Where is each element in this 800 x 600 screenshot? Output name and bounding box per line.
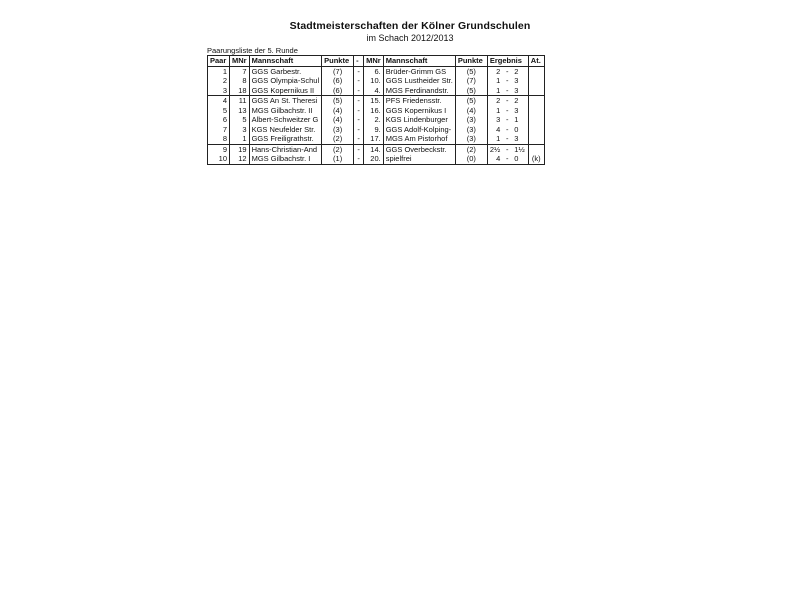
team-number: 13 — [230, 106, 250, 116]
result-dash: - — [506, 105, 509, 115]
result-home: 2 — [487, 96, 502, 106]
at-note — [528, 125, 544, 135]
team-points: (1) — [322, 154, 354, 164]
team-points: (6) — [322, 76, 354, 86]
table-caption: Paarungsliste der 5. Runde — [207, 46, 298, 55]
opponent-number: 9. — [364, 125, 384, 135]
result-away: 0 — [514, 124, 519, 134]
team-number: 3 — [230, 125, 250, 135]
opponent-points: (3) — [455, 115, 487, 125]
table-row — [208, 76, 545, 86]
team-number: 19 — [230, 144, 250, 154]
col-header-ergebnis: Ergebnis — [487, 56, 528, 67]
at-note — [528, 115, 544, 125]
opponent-number: 17. — [364, 134, 384, 144]
team-name: GGS An St. Theresi — [249, 96, 322, 106]
result-away: 1½ — [512, 144, 528, 154]
result-home: 1 — [496, 85, 501, 95]
result-home: 1 — [496, 134, 501, 144]
result-dash: - — [502, 154, 512, 164]
pair-number: 7 — [208, 125, 230, 135]
result-home: 4 — [496, 124, 501, 134]
result-away: 3 — [514, 105, 519, 115]
result-dash: - — [506, 66, 509, 76]
pair-number: 5 — [208, 106, 230, 116]
team-points: (7) — [322, 66, 354, 76]
at-note — [528, 96, 544, 106]
opponent-points: (5) — [455, 96, 487, 106]
result-dash: - — [506, 76, 509, 86]
result-away: 2 — [514, 66, 519, 76]
opponent-points: (5) — [455, 86, 487, 96]
opponent-points: (3) — [455, 125, 487, 135]
result-home: 1 — [496, 76, 501, 86]
col-header-paar: Paar — [208, 56, 230, 67]
opponent-name: Brüder-Grimm GS — [383, 66, 455, 76]
result-home: 1 — [496, 105, 501, 115]
col-header-mnr-opponent: MNr — [364, 56, 384, 67]
opponent-number: 4. — [364, 86, 384, 96]
team-name: GGS Garbestr. — [249, 66, 322, 76]
opponent-name: GGS Kopernikus I — [383, 106, 455, 116]
opponent-number: 15. — [364, 96, 384, 106]
pair-number: 3 — [208, 86, 230, 96]
team-points: (3) — [322, 125, 354, 135]
pairing-dash: - — [354, 96, 364, 106]
table-row — [208, 154, 545, 164]
opponent-points: (2) — [455, 144, 487, 154]
pair-number: 6 — [208, 115, 230, 125]
page-title: Stadtmeisterschaften der Kölner Grundschulen — [289, 20, 531, 32]
pair-number: 2 — [208, 76, 230, 86]
page-subtitle: im Schach 2012/2013 — [366, 33, 454, 43]
at-note — [528, 76, 544, 86]
team-name: GGS Freiligrathstr. — [249, 134, 322, 144]
opponent-number: 14. — [364, 144, 384, 154]
team-number: 7 — [230, 66, 250, 76]
team-name: MGS Gilbachstr. II — [249, 106, 322, 116]
table-row — [208, 66, 545, 76]
result-away: 3 — [514, 76, 519, 86]
team-name: Albert-Schweitzer G — [249, 115, 322, 125]
team-number: 1 — [230, 134, 250, 144]
opponent-name: MGS Am Pistorhof — [383, 134, 455, 144]
table-row — [208, 86, 545, 96]
team-points: (2) — [322, 134, 354, 144]
table-row — [208, 125, 545, 135]
result-home: 2½ — [487, 144, 502, 154]
at-note — [528, 134, 544, 144]
table-row — [208, 115, 545, 125]
col-header-punkte-opponent: Punkte — [455, 56, 487, 67]
at-note — [528, 66, 544, 76]
result-dash: - — [502, 96, 512, 106]
col-header-team-opponent: Mannschaft — [383, 56, 455, 67]
team-points: (4) — [322, 106, 354, 116]
pair-number: 8 — [208, 134, 230, 144]
opponent-points: (5) — [455, 66, 487, 76]
result-home: 2 — [496, 66, 501, 76]
pairing-table — [207, 55, 545, 165]
pairing-dash: - — [354, 86, 364, 96]
result-dash: - — [502, 144, 512, 154]
table-row — [208, 106, 545, 116]
result-home: 4 — [487, 154, 502, 164]
table-row — [208, 134, 545, 144]
pairing-dash: - — [354, 76, 364, 86]
pair-number: 1 — [208, 66, 230, 76]
opponent-name: GGS Overbeckstr. — [383, 144, 455, 154]
team-points: (6) — [322, 86, 354, 96]
pairing-dash: - — [354, 144, 364, 154]
result-dash: - — [506, 134, 509, 144]
col-header-punkte: Punkte — [322, 56, 354, 67]
result-away: 0 — [512, 154, 528, 164]
opponent-points: (0) — [455, 154, 487, 164]
team-name: GGS Olympia-Schul — [249, 76, 322, 86]
pairing-dash: - — [354, 66, 364, 76]
pair-number: 10 — [208, 154, 230, 164]
opponent-number: 20. — [364, 154, 384, 164]
team-points: (5) — [322, 96, 354, 106]
team-points: (2) — [322, 144, 354, 154]
team-name: GGS Kopernikus II — [249, 86, 322, 96]
opponent-name: spielfrei — [383, 154, 455, 164]
table-header-row — [208, 56, 545, 67]
pairing-dash: - — [354, 106, 364, 116]
opponent-number: 10. — [364, 76, 384, 86]
pairing-dash: - — [354, 115, 364, 125]
opponent-points: (4) — [455, 106, 487, 116]
team-name: MGS Gilbachstr. I — [249, 154, 322, 164]
pairing-dash: - — [354, 134, 364, 144]
result-away: 1 — [514, 115, 519, 125]
result-away: 2 — [512, 96, 528, 106]
result-away: 3 — [514, 85, 519, 95]
opponent-number: 2. — [364, 115, 384, 125]
team-number: 11 — [230, 96, 250, 106]
opponent-name: KGS Lindenburger — [383, 115, 455, 125]
at-note: (k) — [528, 154, 544, 164]
team-number: 5 — [230, 115, 250, 125]
col-header-team: Mannschaft — [249, 56, 322, 67]
opponent-name: PFS Friedensstr. — [383, 96, 455, 106]
opponent-points: (7) — [455, 76, 487, 86]
team-number: 8 — [230, 76, 250, 86]
at-note — [528, 144, 544, 154]
result-dash: - — [506, 85, 509, 95]
at-note — [528, 86, 544, 96]
opponent-name: GGS Adolf-Kolping- — [383, 125, 455, 135]
team-points: (4) — [322, 115, 354, 125]
opponent-points: (3) — [455, 134, 487, 144]
result-dash: - — [506, 124, 509, 134]
opponent-number: 16. — [364, 106, 384, 116]
col-header-dash: - — [354, 56, 364, 67]
at-note — [528, 106, 544, 116]
team-name: Hans-Christian-And — [249, 144, 322, 154]
team-name: KGS Neufelder Str. — [249, 125, 322, 135]
pairing-dash: - — [354, 154, 364, 164]
result-dash: - — [506, 115, 509, 125]
team-number: 18 — [230, 86, 250, 96]
pair-number: 9 — [208, 144, 230, 154]
opponent-name: GGS Lustheider Str. — [383, 76, 455, 86]
col-header-mnr: MNr — [230, 56, 250, 67]
result-away: 3 — [514, 134, 519, 144]
table-row — [208, 96, 545, 106]
pair-number: 4 — [208, 96, 230, 106]
opponent-name: MGS Ferdinandstr. — [383, 86, 455, 96]
result-home: 3 — [496, 115, 501, 125]
opponent-number: 6. — [364, 66, 384, 76]
team-number: 12 — [230, 154, 250, 164]
table-row — [208, 144, 545, 154]
col-header-at: At. — [528, 56, 544, 67]
pairing-dash: - — [354, 125, 364, 135]
